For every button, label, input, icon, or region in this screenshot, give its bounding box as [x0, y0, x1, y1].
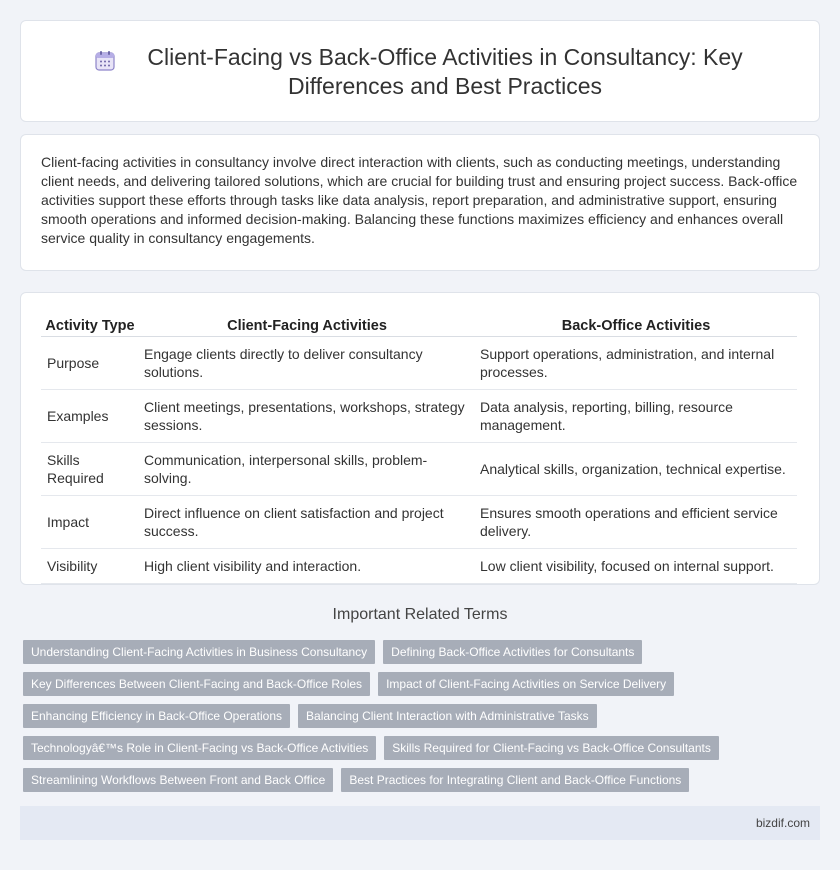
related-term-tag[interactable]: Impact of Client-Facing Activities on Service Delivery [378, 672, 674, 696]
column-header: Activity Type [41, 315, 139, 337]
table-row [41, 337, 797, 390]
related-term-tag[interactable]: Enhancing Efficiency in Back-Office Operations [23, 704, 290, 728]
header-card [20, 20, 820, 122]
related-terms-heading: Important Related Terms [332, 606, 508, 623]
footer [20, 806, 820, 840]
page-title: Client-Facing vs Back-Office Activities in Consultancy: Key Differences and Best Practices [147, 44, 743, 99]
table-cell: Ensures smooth operations and efficient service delivery. [475, 496, 797, 549]
related-term-tag[interactable]: Defining Back-Office Activities for Consultants [383, 640, 642, 664]
column-header: Back-Office Activities [475, 315, 797, 337]
related-term-tag[interactable]: Skills Required for Client-Facing vs Back-Office Consultants [384, 736, 719, 760]
table-cell: Analytical skills, organization, technical expertise. [475, 443, 797, 496]
row-label: Skills Required [41, 443, 139, 496]
table-cell: Engage clients directly to deliver consultancy solutions. [139, 337, 475, 390]
table-cell: Support operations, administration, and internal processes. [475, 337, 797, 390]
related-term-tag[interactable]: Balancing Client Interaction with Administrative Tasks [298, 704, 597, 728]
footer-site-link[interactable]: bizdif.com [755, 816, 810, 830]
related-term-tag[interactable]: Key Differences Between Client-Facing and Back-Office Roles [23, 672, 370, 696]
table-cell: Low client visibility, focused on internal support. [475, 549, 797, 584]
table-row [41, 549, 797, 584]
table-cell: Direct influence on client satisfaction and project success. [139, 496, 475, 549]
related-term-tag[interactable]: Streamlining Workflows Between Front and Back Office [23, 768, 333, 792]
related-term-tag[interactable]: Technologyâ€™s Role in Client-Facing vs Back-Office Activities [23, 736, 376, 760]
row-label: Visibility [41, 549, 139, 584]
comparison-table-card [20, 292, 820, 585]
related-terms-list [23, 640, 823, 800]
table-cell: Communication, interpersonal skills, problem-solving. [139, 443, 475, 496]
row-label: Impact [41, 496, 139, 549]
intro-paragraph: Client-facing activities in consultancy involve direct interaction with clients, such as conducting meetings, understanding client needs, and delivering tailored solutions, which are crucial for building trust and ensuring project success. Back-office activities support these efforts through tasks like data analysis, report preparation, and administrative support, ensuring smooth operations and informed decision-making. Balancing these functions maximizes efficiency and enhances overall service quality in consultancy engagements. [41, 154, 798, 246]
intro-card [20, 134, 820, 271]
table-cell: High client visibility and interaction. [139, 549, 475, 584]
comparison-table [41, 315, 797, 584]
row-label: Examples [41, 390, 139, 443]
related-term-tag[interactable]: Understanding Client-Facing Activities in Business Consultancy [23, 640, 375, 664]
table-cell: Data analysis, reporting, billing, resource management. [475, 390, 797, 443]
table-row [41, 496, 797, 549]
column-header: Client-Facing Activities [139, 315, 475, 337]
related-term-tag[interactable]: Best Practices for Integrating Client and Back-Office Functions [341, 768, 689, 792]
row-label: Purpose [41, 337, 139, 390]
table-row [41, 443, 797, 496]
table-cell: Client meetings, presentations, workshops, strategy sessions. [139, 390, 475, 443]
table-header-row [41, 315, 797, 337]
table-row [41, 390, 797, 443]
